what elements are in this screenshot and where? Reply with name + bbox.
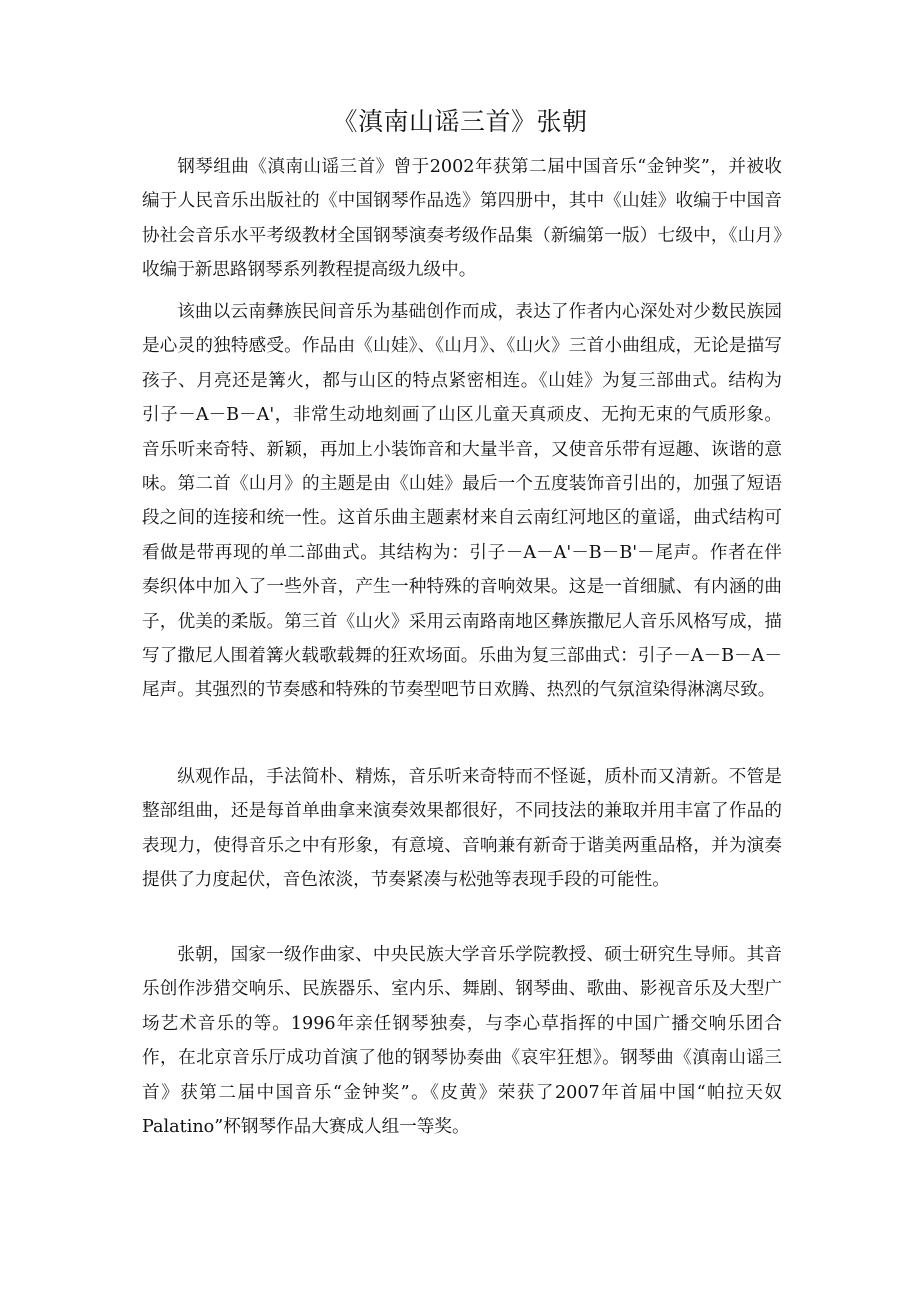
- paragraph-composer-bio: 张朝，国家一级作曲家、中央民族大学音乐学院教授、硕士研究生导师。其音乐创作涉猎交响乐、民族器乐、室内乐、舞剧、钢琴曲、歌曲、影视音乐及大型广场艺术音乐的等。1996年亲任钢琴独奏，与李心草指挥的中国广播交响乐团合作，在北京音乐厅成功首演了他的钢琴协奏曲《哀牢狂想》。钢琴曲《滇南山谣三首》获第二届中国音乐“金钟奖”。《皮黄》荣获了2007年首届中国“帕拉天奴Palatino”杯钢琴作品大赛成人组一等奖。: [142, 945, 782, 1138]
- paragraph-intro: 钢琴组曲《滇南山谣三首》曾于2002年获第二届中国音乐“金钟奖”，并被收编于人民音乐出版社的《中国钢琴作品选》第四册中，其中《山娃》收编于中国音协社会音乐水平考级教材全国钢琴演奏考级作品集（新编第一版）七级中，《山月》收编于新思路钢琴系列教程提高级九级中。: [142, 157, 782, 281]
- paragraph-overview: 纵观作品，手法简朴、精炼，音乐听来奇特而不怪诞，质朴而又清新。不管是整部组曲，还是每首单曲拿来演奏效果都很好，不同技法的兼取并用丰富了作品的表现力，使得音乐之中有形象，有意境、音响兼有新奇于谐美两重品格，并为演奏提供了力度起伏，音色浓淡，节奏紧凑与松弛等表现手段的可能性。: [142, 767, 782, 891]
- document-title: 《滇南山谣三首》张朝: [332, 107, 588, 136]
- paragraph-analysis: 该曲以云南彝族民间音乐为基础创作而成，表达了作者内心深处对少数民族园是心灵的独特感受。作品由《山娃》、《山月》、《山火》三首小曲组成，无论是描写孩子、月亮还是篝火，都与山区的特点紧密相连。《山娃》为复三部曲式。结构为引子－A－B－A'，非常生动地刻画了山区儿童天真顽皮、无拘无束的气质形象。音乐听来奇特、新颖，再加上小装饰音和大量半音，又使音乐带有逗趣、诙谐的意味。第二首《山月》的主题是由《山娃》最后一个五度装饰音引出的，加强了短语段之间的连接和统一性。这首乐曲主题素材来自云南红河地区的童谣，曲式结构可看做是带再现的单二部曲式。其结构为：引子－A－A'－B－B'－尾声。作者在伴奏织体中加入了一些外音，产生一种特殊的音响效果。这是一首细腻、有内涵的曲子，优美的柔版。第三首《山火》采用云南路南地区彝族撒尼人音乐风格写成，描写了撒尼人围着篝火载歌载舞的狂欢场面。乐曲为复三部曲式：引子－A－B－A－尾声。其强烈的节奏感和特殊的节奏型吧节日欢腾、热烈的气氛渲染得淋漓尽致。: [142, 302, 782, 701]
